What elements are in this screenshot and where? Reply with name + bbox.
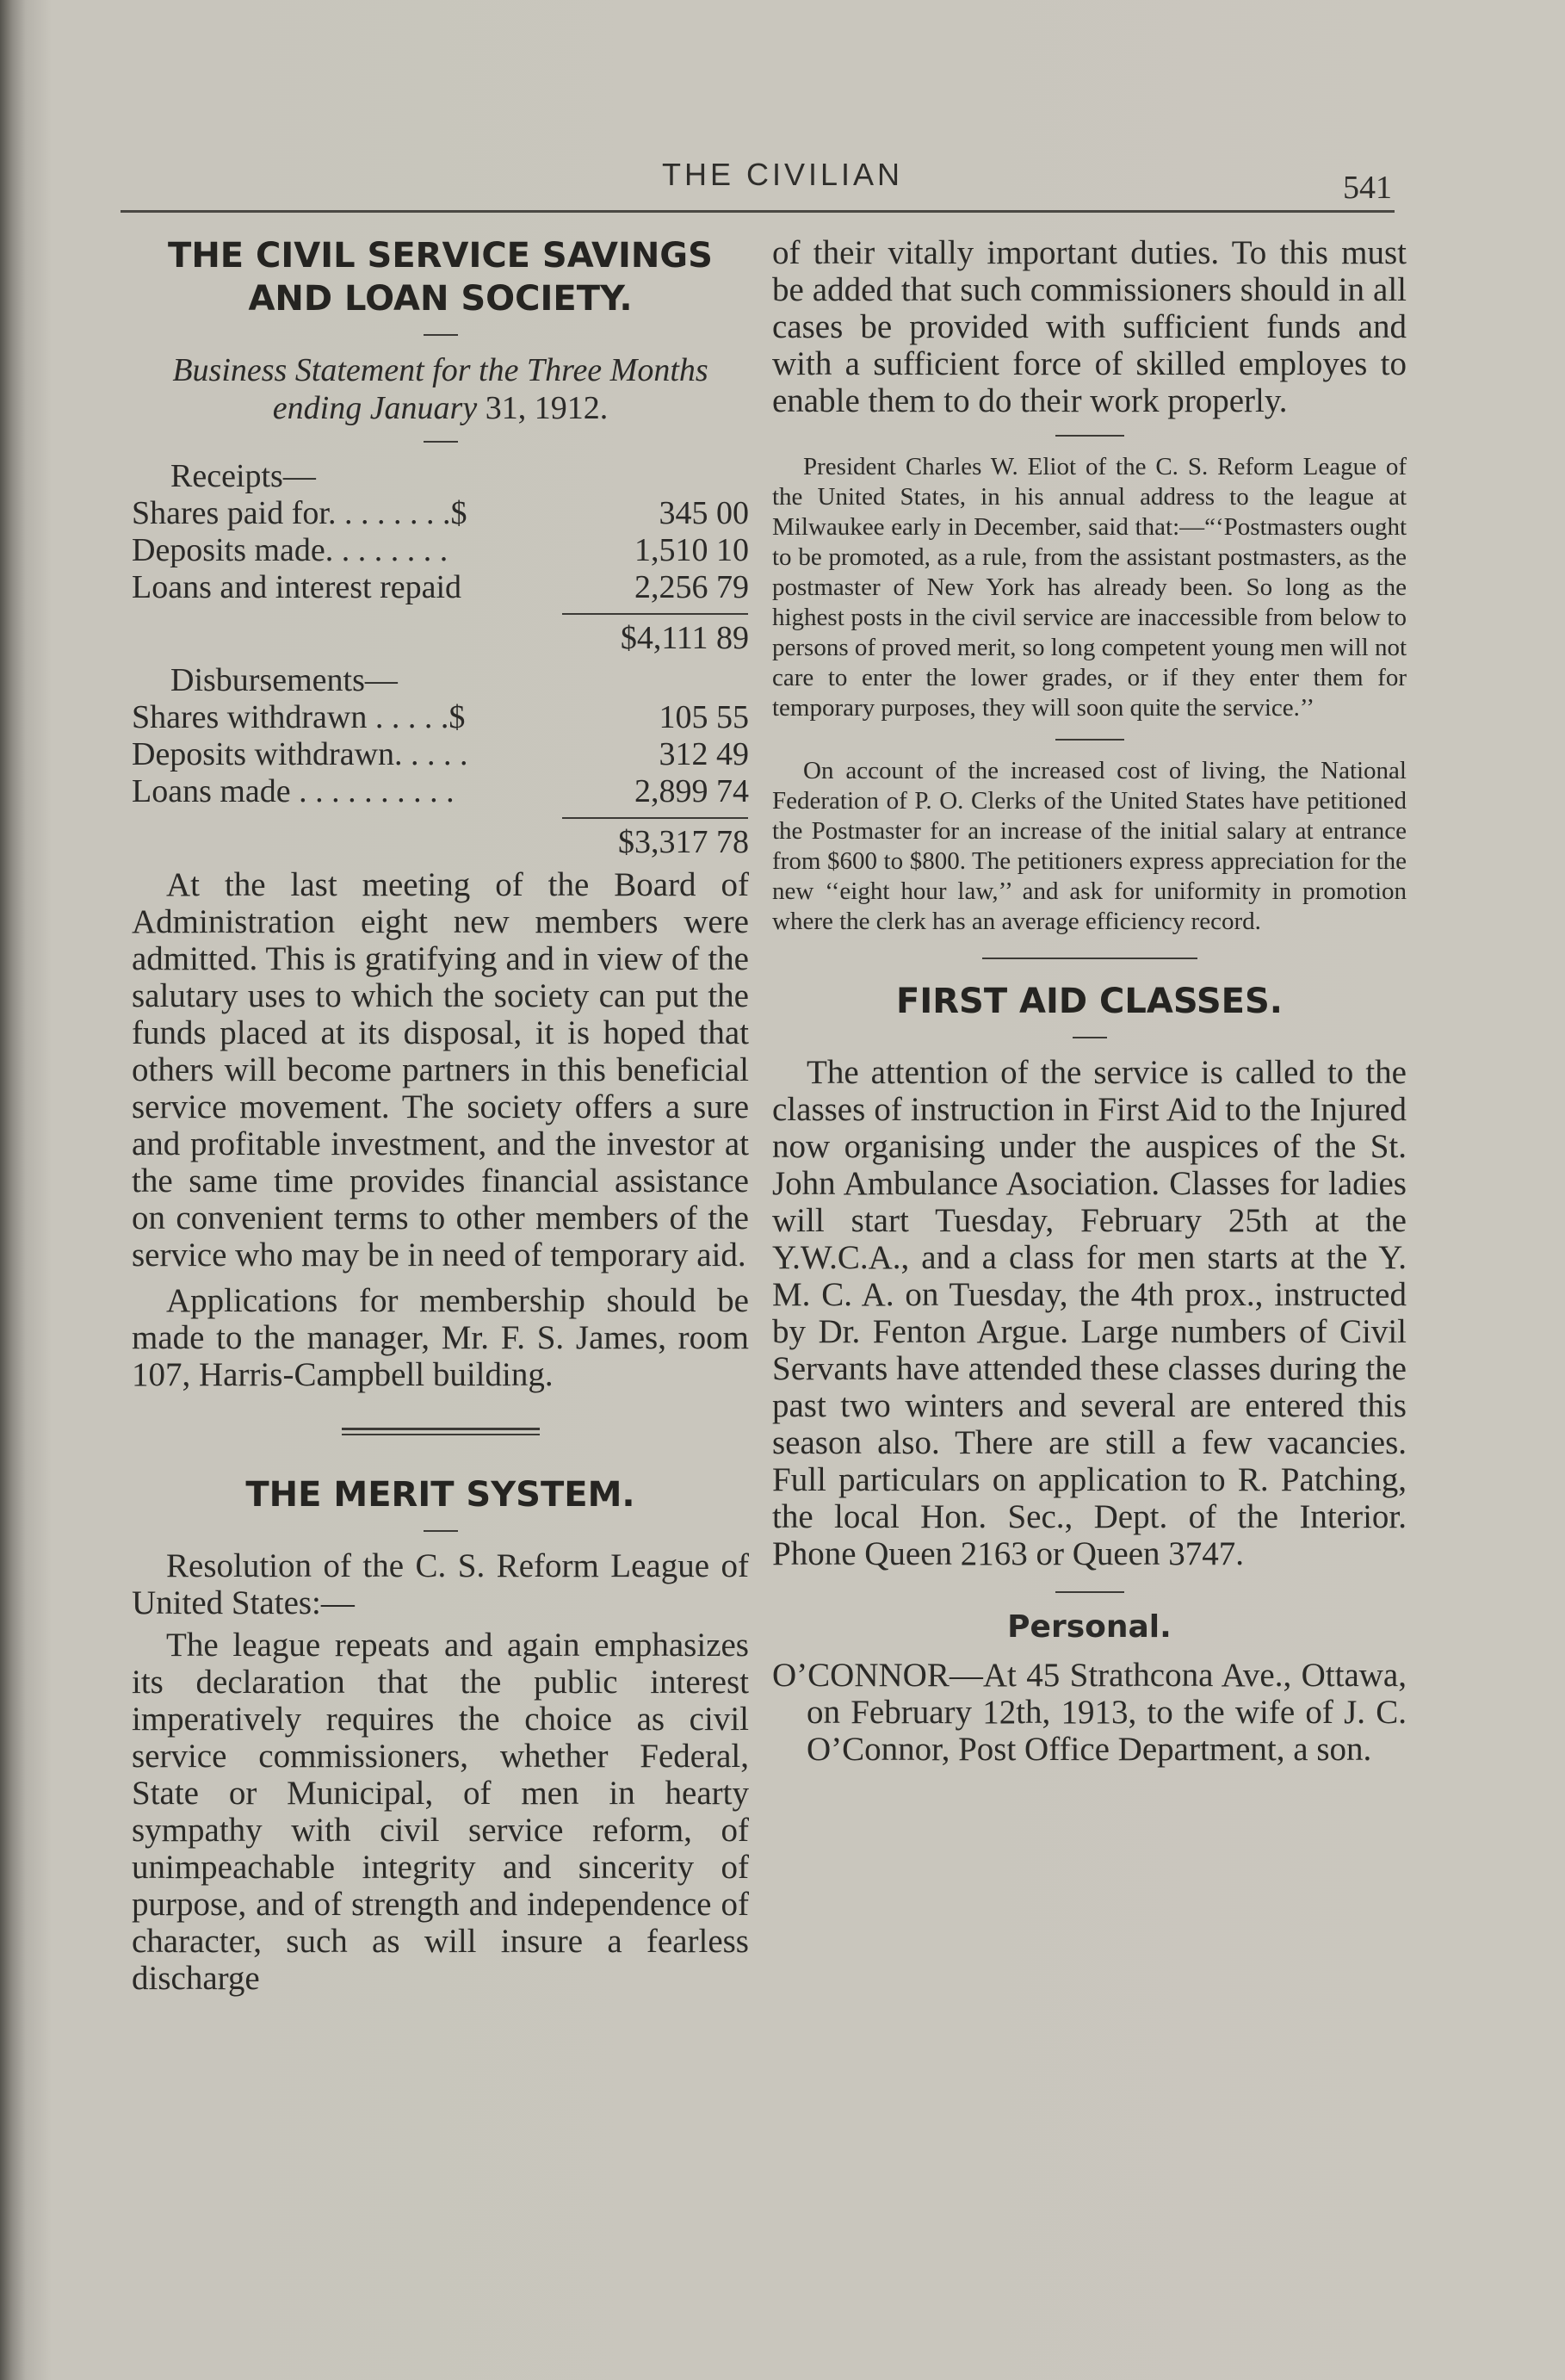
first-aid-paragraph: The attention of the service is called to the classes of instruction in First Aid to the Injured now organising under the auspices of the St. John Ambulance Asociation. Classes for ladies will start Tuesday, February 25th at the Y.W.C.A., and a class for men starts at the Y. M. C. A. on Tuesday, the 4th prox., instructed by Dr. Fenton Argue. Large numbers of Civil Servants have attended these classes during the past two winters and several are entered this season also. There are still a few vacancies. Full particulars on application to R. Patching, the local Hon. Sec., Dept. of the Interior. Phone Queen 2163 or Queen 3747.: [772, 1054, 1407, 1572]
personal-title: Personal.: [1007, 1609, 1172, 1645]
running-head: THE CIVILIAN: [661, 157, 904, 192]
ledger-item: Loans and interest repaid: [132, 569, 462, 605]
page-number: 541: [1343, 170, 1392, 206]
merit-paragraph: Resolution of the C. S. Reform League of United States:—: [132, 1547, 749, 1621]
receipts-total: $4,111 89: [620, 620, 749, 656]
right-column: [772, 234, 1407, 1768]
divider: [1055, 739, 1124, 741]
ledger-amount: 2,256 79: [634, 569, 749, 605]
statement-subtitle: [132, 351, 749, 427]
ledger-amount: 1,510 10: [634, 532, 749, 568]
ledger-amount: 312 49: [659, 736, 749, 772]
clerks-paragraph: On account of the increased cost of living, the National Federation of P. O. Clerks of the United States have petitioned the Postmaster for an increase of the initial salary at entrance from $600 to $800. The petitioners express appreciation for the new ‘‘eight hour law,’’ and ask for uniformity in promotion where the clerk has an average efficiency record.: [772, 757, 1407, 935]
title-dash: [1073, 1037, 1107, 1038]
section-divider: [342, 1428, 540, 1435]
title-dash: [424, 334, 458, 336]
ledger-row: [132, 773, 749, 810]
savings-paragraph: At the last meeting of the Board of Administration eight new members were admitted. This is gratifying and in view of the salutary uses to which the society can put the funds placed at its disposal, it is hoped that others will become partners in this beneficial service movement. The society offers a sure and profitable investment, and the investor at the same time provides financial assistance on convenient terms to other members of the service who may be in need of temporary aid.: [132, 866, 749, 1274]
receipts-label: Receipts—: [170, 458, 316, 494]
statement-subtitle-date: 31, 1912.: [485, 390, 609, 426]
header-rule: [121, 210, 1395, 213]
first-aid-title: FIRST AID CLASSES.: [896, 982, 1283, 1021]
merit-system-title: THE MERIT SYSTEM.: [245, 1475, 635, 1515]
ledger-item: Shares withdrawn . . . . .$: [132, 699, 466, 735]
ledger-item: Shares paid for. . . . . . . .$: [132, 495, 467, 531]
ledger-item: Loans made . . . . . . . . . .: [132, 773, 455, 809]
ledger-amount: 2,899 74: [634, 773, 749, 809]
ledger-row: [132, 495, 749, 532]
ledger-row: [132, 532, 749, 569]
title-dash: [424, 1530, 458, 1532]
subtitle-dash: [424, 441, 458, 443]
ledger-item: Deposits withdrawn. . . . .: [132, 736, 468, 772]
statement-subtitle-text: Business Statement for the Three Months ending January: [172, 352, 708, 426]
ledger-row: [132, 569, 749, 606]
disbursements-total: $3,317 78: [618, 824, 749, 860]
divider: [982, 958, 1197, 959]
left-column: [132, 234, 749, 1997]
savings-society-title: THE CIVIL SERVICE SAVINGS AND LOAN SOCIETY.: [168, 236, 713, 319]
savings-paragraph: Applications for membership should be made to the manager, Mr. F. S. James, room 107, Harris-Campbell building.: [132, 1282, 749, 1393]
merit-continuation: of their vitally important duties. To this must be added that such commissioners should in all cases be provided with sufficient funds and with a sufficient force of skilled employes to enable them to do their work properly.: [772, 234, 1407, 419]
ledger-amount: 105 55: [659, 699, 749, 735]
merit-paragraph: The league repeats and again emphasizes its declaration that the public interest imperatively requires the choice as civil service commissioners, whether Federal, State or Municipal, of men in hearty sympathy with civil service reform, of unimpeachable integrity and sincerity of purpose, and of strength and independence of character, such as will insure a fearless discharge: [132, 1627, 749, 1997]
ledger-item: Deposits made. . . . . . . .: [132, 532, 448, 568]
ledger-amount: 345 00: [659, 495, 749, 531]
ledger-row: [132, 699, 749, 736]
sum-rule: [562, 817, 748, 819]
business-statement: [132, 458, 749, 861]
divider: [1055, 435, 1124, 437]
divider: [1055, 1591, 1124, 1593]
eliot-paragraph: President Charles W. Eliot of the C. S. Reform League of the United States, in his annual address to the league at Milwaukee early in December, said that:—“‘Postmasters ought to be promoted, as a rule, from the assistant postmasters, as the postmaster of New York has already been. So long as the highest posts in the civil service are inaccessible from below to persons of proved merit, so long competent young men will not care to enter the lower grades, or if they enter them for temporary purposes, they will soon quite the service.’’: [772, 453, 1407, 722]
personal-notice: O’CONNOR—At 45 Strathcona Ave., Ottawa, on February 12th, 1913, to the wife of J. C. O’Connor, Post Office Department, a son.: [772, 1657, 1407, 1768]
sum-rule: [562, 613, 748, 615]
disbursements-label: Disbursements—: [170, 662, 398, 698]
ledger-row: [132, 736, 749, 773]
